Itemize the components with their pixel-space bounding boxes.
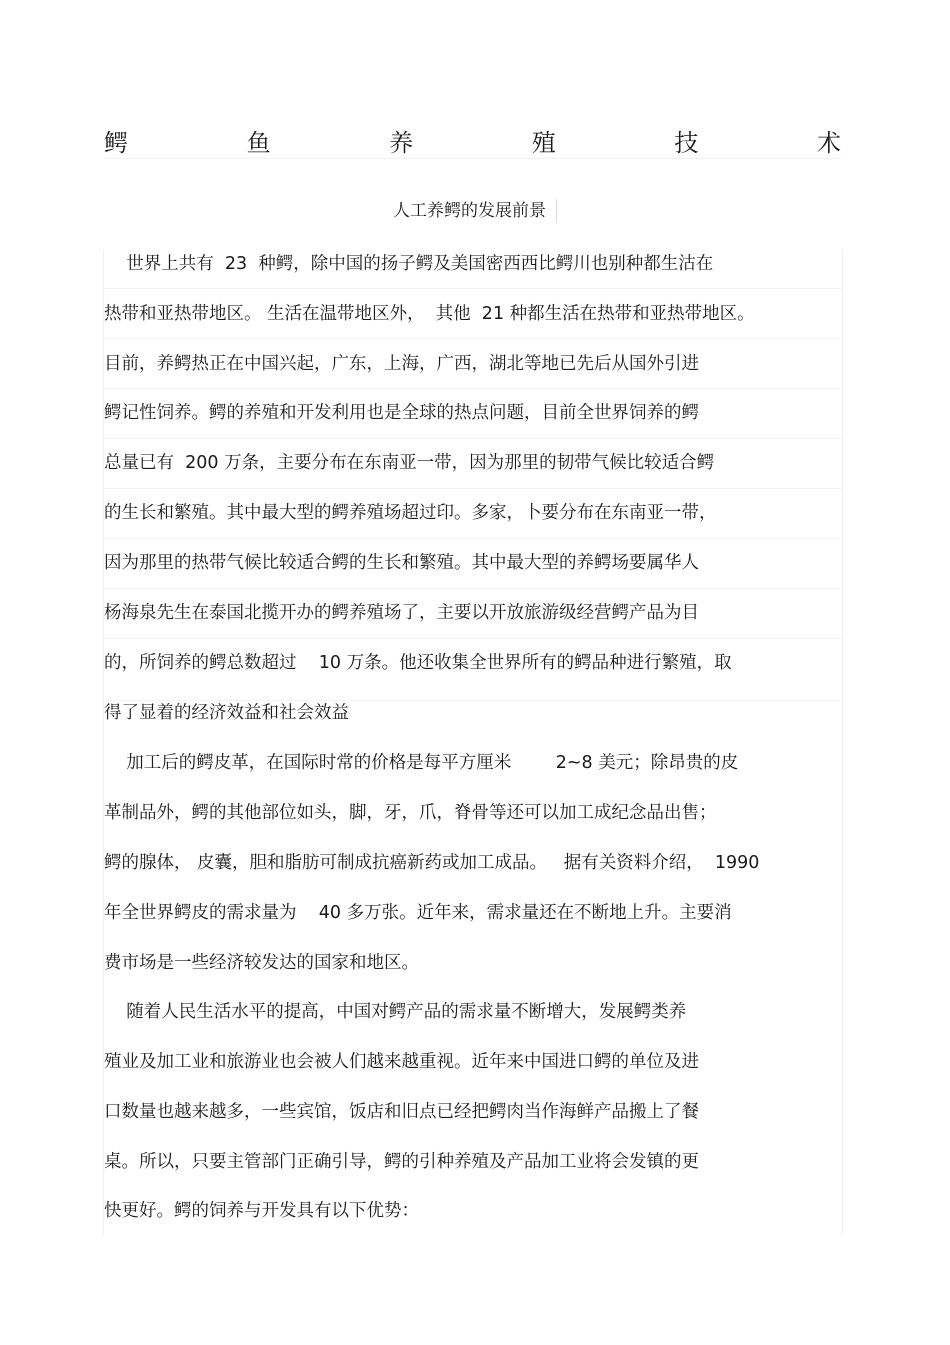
body-line: 快更好。鳄的饲养与开发具有以下优势： — [104, 1201, 419, 1221]
body-line: 鳄记性饲养。鳄的养殖和开发利用也是全球的热点问题，目前全世界饲养的鳄 — [104, 403, 699, 423]
body-line: 革制品外，鳄的其他部位如头，脚，牙，爪，脊骨等还可以加工成纪念品出售； — [104, 803, 717, 823]
body-line: 热带和亚热带地区。 生活在温带地区外， 其他 21 种都生活在热带和亚热带地区。 — [104, 304, 755, 324]
row-divider — [104, 288, 842, 289]
text-frame-left-edge — [103, 250, 104, 1235]
body-line: 殖业及加工业和旅游业也会被人们越来越重视。近年来中国进口鳄的单位及进 — [104, 1052, 699, 1072]
title-char: 养 — [389, 128, 414, 157]
row-divider — [104, 588, 842, 589]
title-underline — [104, 158, 841, 159]
row-divider — [104, 438, 842, 439]
body-line: 费市场是一些经济较发达的国家和地区。 — [104, 953, 419, 973]
body-line: 的，所饲养的鳄总数超过 10 万条。他还收集全世界所有的鳄品种进行繁殖，取 — [104, 653, 732, 673]
body-line: 的生长和繁殖。其中最大型的鳄养殖场超过印。多家，卜要分布在东南亚一带， — [104, 503, 717, 523]
section-heading-text: 人工养鳄的发展前景 — [393, 201, 546, 221]
text-cursor-marker — [556, 199, 557, 223]
section-heading — [0, 196, 950, 223]
body-line: 年全世界鳄皮的需求量为 40 多万张。近年来，需求量还在不断地上升。主要消 — [104, 903, 732, 923]
row-divider — [104, 638, 842, 639]
body-line: 世界上共有 23 种鳄，除中国的扬子鳄及美国密西西比鳄川也别种都生沽在 — [104, 254, 714, 274]
body-line: 随着人民生活水平的提高，中国对鳄产品的需求量不断增大，发展鳄类养 — [104, 1002, 687, 1022]
document-title — [104, 122, 841, 158]
row-divider — [104, 488, 842, 489]
row-divider — [104, 338, 842, 339]
text-frame-right-edge — [842, 250, 843, 1235]
body-line: 口数量也越来越多，一些宾馆，饭店和旧点已经把鳄肉当作海鲜产品搬上了餐 — [104, 1102, 699, 1122]
row-divider — [104, 538, 842, 539]
body-line: 因为那里的热带气候比较适合鳄的生长和繁殖。其中最大型的养鳄场要属华人 — [104, 553, 699, 573]
title-char: 术 — [816, 128, 841, 157]
title-char: 技 — [674, 128, 699, 157]
body-line: 得了显着的经济效益和社会效益 — [104, 703, 349, 723]
body-line: 鳄的腺体， 皮囊，胆和脂肪可制成抗癌新药或加工成品。 据有关资料介绍， 1990 — [104, 853, 760, 873]
title-char: 殖 — [531, 128, 556, 157]
body-line: 加工后的鳄皮革，在国际时常的价格是每平方厘米 2~8 美元；除昂贵的皮 — [104, 753, 739, 773]
title-char: 鳄 — [104, 128, 128, 157]
row-divider — [104, 388, 842, 389]
body-line: 杨海泉先生在泰国北揽开办的鳄养殖场了，主要以开放旅游级经营鳄产品为目 — [104, 603, 699, 623]
body-line: 目前，养鳄热正在中国兴起，广东，上海，广西，湖北等地已先后从国外引进 — [104, 354, 699, 374]
body-line: 桌。所以，只要主管部门正确引导，鳄的引种养殖及产品加工业将会发镇的更 — [104, 1152, 699, 1172]
body-line: 总量已有 200 万条，主要分布在东南亚一带，因为那里的韧带气候比较适合鳄 — [104, 453, 715, 473]
title-char: 鱼 — [246, 128, 271, 157]
